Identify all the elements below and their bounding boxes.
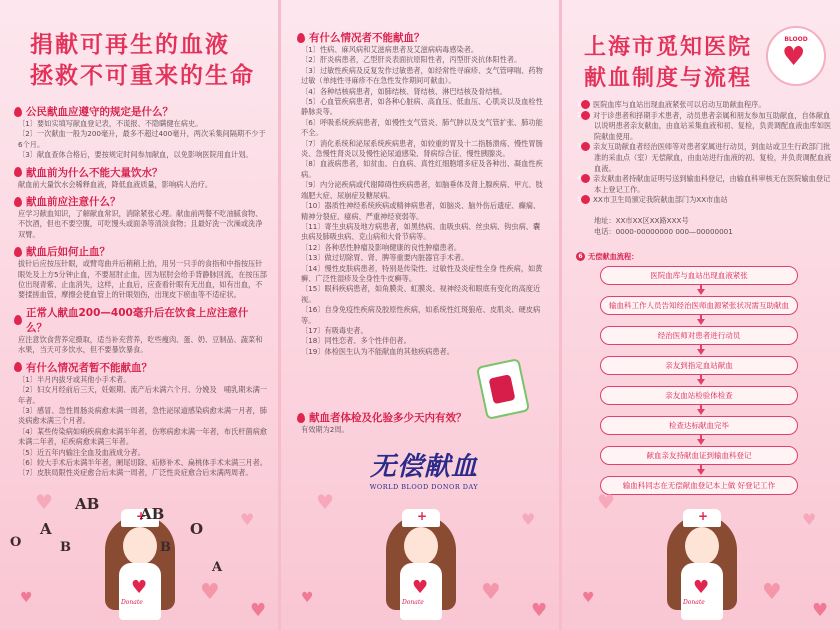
blood-type-letter: A — [40, 520, 52, 538]
ineligible-item: 〔7〕消化系统和泌尿系统疾病患者，如较重的胃及十二指肠溃疡、慢性胃肠炎、急慢性肾炎以及慢性泌尿道感染、肾病综合征、慢性胰腺炎。 — [301, 138, 543, 159]
panel-right — [562, 0, 840, 630]
question-text: 献血前应注意什么？ — [26, 196, 121, 209]
flow-step: 亲友血站检验体检查 — [600, 386, 798, 405]
answer-item: 拔针后应按压针眼，或臂弯曲并后稍稍上抬，用另一只手的食指和中指按压针眼处及上方5分钟止血，不要屈肘止血，因为屈肘会给手背静脉回流，在按压部位出现青紫、止血消失，这样，止血后，应查看针眼有无出血，如有出血，不要揉搓血管，摩擦会使血管上的针眼划伤，出现皮下瘀血等不适症状。 — [18, 259, 267, 300]
ineligible-item: 〔18〕同性恋者、多个性伴侣者。 — [301, 336, 411, 346]
flow-step: 献血亲友持献血证到输血科登记 — [600, 446, 798, 465]
ineligible-item: 〔4〕各种结核病患者，如肺结核、肾结核、淋巴结核及骨结核。 — [301, 86, 507, 96]
heart-icon: ♥ — [20, 590, 33, 606]
nurse-illustration — [0, 480, 278, 630]
answer-item: 应学习献血知识，了解献血常识，消除紧张心理。献血前两餐不吃油腻食物、不饮酒，但也不要空腹，可吃馒头或面条等清淡食物；且最好洗一次澡或洗净双臂。 — [18, 209, 263, 239]
nurse-figure — [667, 505, 737, 620]
logo-main-text: 无偿献血 — [369, 452, 478, 482]
blood-type-letter: O — [190, 520, 204, 538]
flow-heading: 6 无偿献血流程： — [576, 252, 638, 262]
title-line-1: 捐献可再生的血液 — [30, 32, 230, 58]
blood-type-letter: A — [212, 560, 223, 575]
question-text: 有什么情况者暂不能献血？ — [26, 361, 152, 374]
procedure-text: XX市卫生局颁定我院献血部门为XX市血站 — [593, 195, 728, 205]
question-text: 献血前为什么不能大量饮水？ — [26, 166, 163, 179]
ineligible-item: 〔19〕体检医生认为不能献血的其他疾病患者。 — [301, 346, 454, 356]
heart-icon: ♥ — [812, 600, 829, 621]
heart-icon: ♥ — [481, 580, 501, 605]
answer-item: 〔4〕某些传染病如痢疾病愈未满半年者，伤寒病愈未满一年者，布氏杆菌病愈未满二年者，疟疾病愈未满三年者。 — [18, 426, 267, 447]
donate-label: Donate — [402, 599, 424, 606]
ineligible-item: 〔11〕寄生虫病及地方病患者，如黑热病、血吸虫病、丝虫病、钩虫病、囊虫病及肺吸虫病、克山病和大骨节病等。 — [301, 221, 541, 242]
logo-sub-text: WORLD BLOOD DONOR DAY — [369, 483, 479, 491]
heart-icon: ♥ — [301, 590, 314, 606]
number-badge: 1 — [581, 100, 590, 109]
heart-icon: ♥ — [597, 490, 615, 514]
flow-step: 输血科工作人员告知经治医师血源紧张状况需互助献血 — [600, 296, 798, 315]
title-line-2: 拯救不可重来的生命 — [30, 63, 255, 89]
answer-item: 〔5〕近五年内输注全血及血液成分者。 — [18, 447, 145, 457]
procedure-item — [576, 142, 832, 174]
nurse-face — [404, 527, 438, 565]
panel-left — [0, 0, 278, 630]
question-heading — [14, 104, 268, 119]
arrow-down-icon — [697, 409, 705, 415]
nurse-face — [685, 527, 719, 565]
ineligible-item: 〔6〕呼吸系统疾病患者，如慢性支气管炎、肺气肿以及支气管扩张、肺功能不全。 — [301, 117, 543, 138]
panel-middle — [281, 0, 559, 630]
ineligible-item: 〔17〕有吸毒史者。 — [301, 325, 368, 335]
heart-icon: ♥ — [782, 42, 806, 72]
heart-icon: ♥ — [131, 577, 148, 598]
blood-type-letter: B — [160, 540, 171, 555]
arrow-down-icon — [697, 349, 705, 355]
question-heading — [14, 165, 268, 180]
answer-item: 〔2〕一次献血一般为200毫升，最多不超过400毫升，两次采集间隔期不少于6个月。 — [18, 129, 266, 149]
contact-info — [576, 216, 832, 237]
procedure-text: 亲友献血者持献血证明号送到输血科登记，由输血科审核无在医院输血登记本上登记工作。 — [593, 174, 831, 194]
number-badge: 5 — [581, 195, 590, 204]
ineligible-item: 〔8〕血液病患者，如贫血、白血病、真性红细胞增多症及各种出、凝血性疾病。 — [301, 159, 543, 179]
question-heading — [14, 194, 268, 209]
question-heading — [14, 360, 268, 375]
address: 地址：XX市XX区XX路XXX号 — [594, 216, 689, 225]
answer-item: 〔7〕皮肤局限性炎症愈合后未满一周者，广泛性炎症愈合后未满两周者。 — [18, 468, 253, 478]
blood-type-letter: B — [60, 540, 71, 555]
question-text: 正常人献血200—400毫升后在饮食上应注意什么？ — [26, 306, 249, 334]
flow-step: 输血科同志在无偿献血登记本上做 好登记工作 — [600, 476, 798, 495]
ineligible-item: 〔5〕心血管疾病患者，如各种心脏病、高血压、低血压、心肌炎以及血栓性静脉炎等。 — [301, 97, 543, 117]
nurse-face — [123, 527, 157, 565]
blood-drop-icon — [14, 247, 22, 257]
answer-item: 〔2〕妇女月经前后三天，妊娠期、流产后未满六个月、分娩及 哺乳期未满一年者。 — [18, 385, 267, 405]
donate-label: Donate — [683, 599, 705, 606]
question-heading: 献血者体检及化验多少天内有效？ — [297, 410, 547, 425]
question-heading: 有什么情况者不能献血？ — [297, 30, 547, 45]
blood-type-letter: AB — [140, 505, 165, 523]
ineligible-item: 〔1〕性病、麻风病和艾滋病患者及艾滋病病毒感染者。 — [301, 45, 479, 54]
faq-list — [14, 100, 268, 479]
heart-icon: ♥ — [200, 580, 220, 605]
procedure-text: 亲友互助献血者经治医师等对患者家属进行动员，到血站或卫生行政部门批准的采血点（室）无偿献血，由血站进行血液的初、复检，并负责调配血液血液。 — [593, 142, 832, 173]
ineligible-item: 〔10〕器质性神经系统疾病或精神病患者，如脑炎、脑外伤后遗症、癫痫、精神分裂症、癔病、严重神经衰弱等。 — [301, 201, 541, 221]
ineligible-item: 〔15〕眼科疾病患者，如角膜炎、虹膜炎、视神经炎和眼底有变化的高度近视。 — [301, 284, 541, 304]
heart-icon: ♥ — [35, 490, 53, 514]
nurse-illustration — [562, 480, 840, 630]
nurse-cap — [402, 509, 440, 527]
heart-icon: ♥ — [693, 577, 710, 598]
heart-icon: ♥ — [762, 580, 782, 605]
question-heading — [14, 305, 268, 335]
blood-drop-icon — [14, 197, 22, 207]
blood-drop-icon — [14, 107, 22, 117]
heart-icon: ♥ — [240, 510, 255, 529]
blood-type-letter: O — [10, 535, 22, 550]
procedure-text: 医院血库与血站出现血液紧张可以启动互助献血程序。 — [593, 100, 766, 109]
flow-step: 经治医师对患者进行动员 — [600, 326, 798, 345]
donate-label: Donate — [121, 599, 143, 606]
blood-drop-icon — [297, 413, 305, 423]
heart-icon: ♥ — [412, 577, 429, 598]
arrow-down-icon — [697, 469, 705, 475]
ineligible-item: 〔14〕慢性皮肤病患者，特别是传染性、过敏性及炎症性全身 性疾病，如黄癣、广泛性湿疹及全身性牛皮癣等。 — [301, 263, 543, 283]
answer-item: 〔1〕要如实填写献血登记表，不谎报、不隐瞒健在病史。 — [18, 119, 203, 128]
hospital-name: 上海市觅知医院 — [584, 35, 753, 60]
answer-item: 应注意饮食营养定摄取，适当补充营养，吃些瘦肉、蛋、奶、豆制品、蔬菜和水果，当天可多饮水，但不要暴饮暴食。 — [18, 334, 263, 355]
ineligible-item: 〔16〕自身免疫性疾病及胶原性疾病，如系统性红斑狼疮、皮肌炎、硬皮病等。 — [301, 305, 541, 325]
answer-item: 〔6〕较大手术后未满半年者，阑尾切除、疝修补术、扁桃体手术未满三月者。 — [18, 457, 267, 467]
blood-drop-icon — [297, 33, 305, 43]
nurse-cap — [683, 509, 721, 527]
answer-item: 献血前大量饮水会稀释血液，降低血液质量，影响病人治疗。 — [18, 179, 213, 189]
ineligible-item: 〔2〕肝炎病患者，乙型肝炎表面抗原阳性者，丙型肝炎抗体阳性者。 — [301, 55, 522, 65]
heart-icon: ♥ — [582, 590, 595, 606]
heart-icon: ♥ — [802, 510, 817, 529]
number-badge: 4 — [581, 174, 590, 183]
ineligible-item: 〔13〕做过切除胃、肾、脾等重要内脏器官手术者。 — [301, 253, 469, 263]
ineligible-list — [297, 26, 547, 357]
question-text: 公民献血应遵守的规定是什么？ — [26, 106, 173, 118]
flow-step: 亲友到指定血站献血 — [600, 356, 798, 375]
question-text: 献血后如何止血？ — [26, 246, 110, 259]
heart-icon: ♥ — [316, 490, 334, 514]
number-badge: 2 — [581, 111, 590, 120]
heart-icon: ♥ — [521, 510, 536, 529]
ineligible-items — [297, 45, 547, 357]
blood-heart-badge — [766, 26, 826, 86]
procedure-item — [576, 195, 832, 206]
heart-icon: ♥ — [250, 600, 267, 621]
procedure-list — [576, 100, 832, 206]
procedure-item — [576, 111, 832, 143]
blood-drop-icon — [14, 167, 22, 177]
nurse-illustration — [281, 480, 559, 630]
blood-type-letter: AB — [75, 495, 100, 513]
answer-item: 〔3〕献血查体合格后，要按规定时间参加献血，以免影响医院用血计划。 — [18, 150, 253, 160]
blood-drop-icon — [14, 362, 22, 372]
nurse-figure — [386, 505, 456, 620]
arrow-down-icon — [697, 289, 705, 295]
flow-step: 检查达标献血完毕 — [600, 416, 798, 435]
ineligible-item: 〔9〕内分泌疾病或代谢障碍性疾病患者，如脑垂体及肾上腺疾病、甲亢、肢端肥大症、尿崩症及糖尿病。 — [301, 180, 543, 200]
arrow-down-icon — [697, 379, 705, 385]
ineligible-item: 〔12〕各种恶性肿瘤及影响健康的良性肿瘤患者。 — [301, 242, 462, 252]
question-heading — [14, 244, 268, 259]
flow-step: 医院血库与血站出现血液紧张 — [600, 266, 798, 285]
main-title — [30, 30, 255, 92]
number-badge: 6 — [576, 252, 585, 261]
procedure-item — [576, 100, 832, 111]
badge-label: BLOOD — [784, 36, 808, 43]
arrow-down-icon — [697, 319, 705, 325]
answer-item: 〔3〕感冒、急性胃肠炎病愈未满一周者，急性泌尿道感染病愈未满一月者，肺炎病愈未满三个月者。 — [18, 405, 267, 426]
phone: 电话：0000-00000000 000—00000001 — [594, 226, 733, 236]
validity-answer: 有效期为2周。 — [301, 425, 349, 434]
hospital-title — [584, 32, 752, 94]
answer-item: 〔1〕半月内拔牙或其他小手术者。 — [18, 374, 131, 384]
procedure-title: 献血制度与流程 — [584, 66, 753, 91]
blood-drop-icon — [14, 315, 22, 325]
number-badge: 3 — [581, 142, 590, 151]
procedure-item — [576, 174, 832, 195]
procedure-text: 对于诊患者和择期手术患者，动员患者亲属和朋友参加互助献血，自体献血以说明患者亲友献血，由血站采集血液和初、复检，负责调配血液血库如医院献血使用。 — [593, 110, 832, 141]
ineligible-item: 〔3〕过敏性疾病及反复发作过敏患者，如经常性寻麻疹、支气管哮喘、药物过敏（单纯性寻麻疹不在急性发作期间可献血）。 — [301, 65, 543, 86]
arrow-down-icon — [697, 439, 705, 445]
heart-icon: ♥ — [531, 600, 548, 621]
